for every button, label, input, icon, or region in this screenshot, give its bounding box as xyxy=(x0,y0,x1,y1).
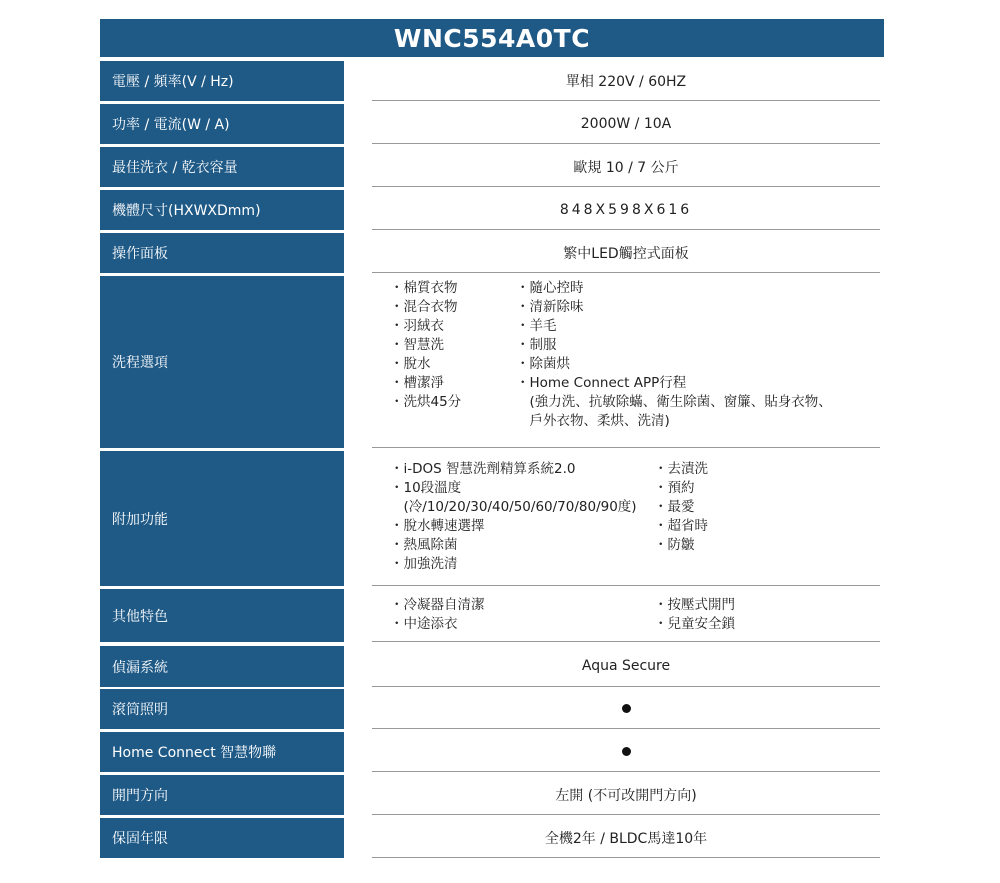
row-value: 單相 220V / 60HZ xyxy=(372,61,880,101)
list-item: ・清新除味 xyxy=(516,299,584,315)
row-value: 2000W / 10A xyxy=(372,104,880,144)
list-item: ・智慧洗 xyxy=(390,337,444,353)
spec-row-capacity xyxy=(100,147,880,187)
row-label: 其他特色 xyxy=(100,589,344,642)
list-item: ・洗烘45分 xyxy=(390,394,462,410)
list-item: ・羊毛 xyxy=(516,318,557,334)
spec-row-home-connect xyxy=(100,732,880,772)
spec-row-voltage xyxy=(100,61,880,101)
row-label: 電壓 / 頻率(V / Hz) xyxy=(100,61,344,101)
list-item: (冷/10/20/30/40/50/60/70/80/90度) xyxy=(390,499,637,515)
list-item: 戶外衣物、柔烘、洗清) xyxy=(516,413,670,429)
row-label: 洗程選項 xyxy=(100,276,344,448)
spec-row-programs xyxy=(100,276,880,448)
list-item: ・熱風除菌 xyxy=(390,537,458,553)
list-item: ・預約 xyxy=(654,480,695,496)
feature-present-icon xyxy=(622,704,631,713)
features-list-right xyxy=(654,596,735,634)
row-label: Home Connect 智慧物聯 xyxy=(100,732,344,772)
spec-row-other-features xyxy=(100,589,880,642)
list-item: ・超省時 xyxy=(654,518,708,534)
list-item: ・最愛 xyxy=(654,499,695,515)
row-value: 歐規 10 / 7 公斤 xyxy=(372,147,880,187)
row-label: 操作面板 xyxy=(100,233,344,273)
list-item: ・i-DOS 智慧洗劑精算系統2.0 xyxy=(390,461,576,477)
list-item: ・10段溫度 xyxy=(390,480,462,496)
programs-list-right xyxy=(516,279,832,431)
spec-row-door-direction xyxy=(100,775,880,815)
list-item: ・防皺 xyxy=(654,537,695,553)
row-value xyxy=(372,589,880,642)
spec-row-drum-light xyxy=(100,689,880,729)
list-item: ・兒童安全鎖 xyxy=(654,616,735,632)
row-label: 開門方向 xyxy=(100,775,344,815)
list-item: ・羽絨衣 xyxy=(390,318,444,334)
row-value: Aqua Secure xyxy=(372,646,880,687)
row-value xyxy=(372,451,880,586)
row-label: 滾筒照明 xyxy=(100,689,344,729)
row-value: 全機2年 / BLDC馬達10年 xyxy=(372,818,880,858)
spec-row-leak-detection xyxy=(100,646,880,687)
row-value xyxy=(372,732,880,772)
list-item: ・按壓式開門 xyxy=(654,597,735,613)
row-value xyxy=(372,689,880,729)
list-item: ・去漬洗 xyxy=(654,461,708,477)
row-label: 保固年限 xyxy=(100,818,344,858)
programs-list-left xyxy=(390,279,461,412)
spec-row-panel xyxy=(100,233,880,273)
list-item: ・隨心控時 xyxy=(516,280,584,296)
spec-row-warranty xyxy=(100,818,880,858)
row-label: 附加功能 xyxy=(100,451,344,586)
list-item: ・除菌烘 xyxy=(516,356,570,372)
row-label: 功率 / 電流(W / A) xyxy=(100,104,344,144)
spec-row-power xyxy=(100,104,880,144)
list-item: ・混合衣物 xyxy=(390,299,458,315)
functions-list-left xyxy=(390,460,637,574)
list-item: ・Home Connect APP行程 xyxy=(516,375,687,391)
row-label: 機體尺寸(HXWXDmm) xyxy=(100,190,344,230)
spec-row-extra-functions xyxy=(100,451,880,586)
feature-present-icon xyxy=(622,747,631,756)
list-item: ・制服 xyxy=(516,337,557,353)
list-item: ・棉質衣物 xyxy=(390,280,458,296)
row-value xyxy=(372,276,880,448)
model-title: WNC554A0TC xyxy=(100,19,884,57)
row-label: 偵漏系統 xyxy=(100,646,344,687)
list-item: ・脫水 xyxy=(390,356,431,372)
row-label: 最佳洗衣 / 乾衣容量 xyxy=(100,147,344,187)
list-item: (強力洗、抗敏除蟎、衛生除菌、窗簾、貼身衣物、 xyxy=(516,394,832,410)
list-item: ・槽潔淨 xyxy=(390,375,444,391)
functions-list-right xyxy=(654,460,708,555)
row-value: 繁中LED觸控式面板 xyxy=(372,233,880,273)
list-item: ・加強洗清 xyxy=(390,556,458,572)
list-item: ・脫水轉速選擇 xyxy=(390,518,485,534)
features-list-left xyxy=(390,596,485,634)
row-value: 左開 (不可改開門方向) xyxy=(372,775,880,815)
list-item: ・冷凝器自清潔 xyxy=(390,597,485,613)
spec-row-dimensions xyxy=(100,190,880,230)
row-value: 848X598X616 xyxy=(372,190,880,230)
list-item: ・中途添衣 xyxy=(390,616,458,632)
